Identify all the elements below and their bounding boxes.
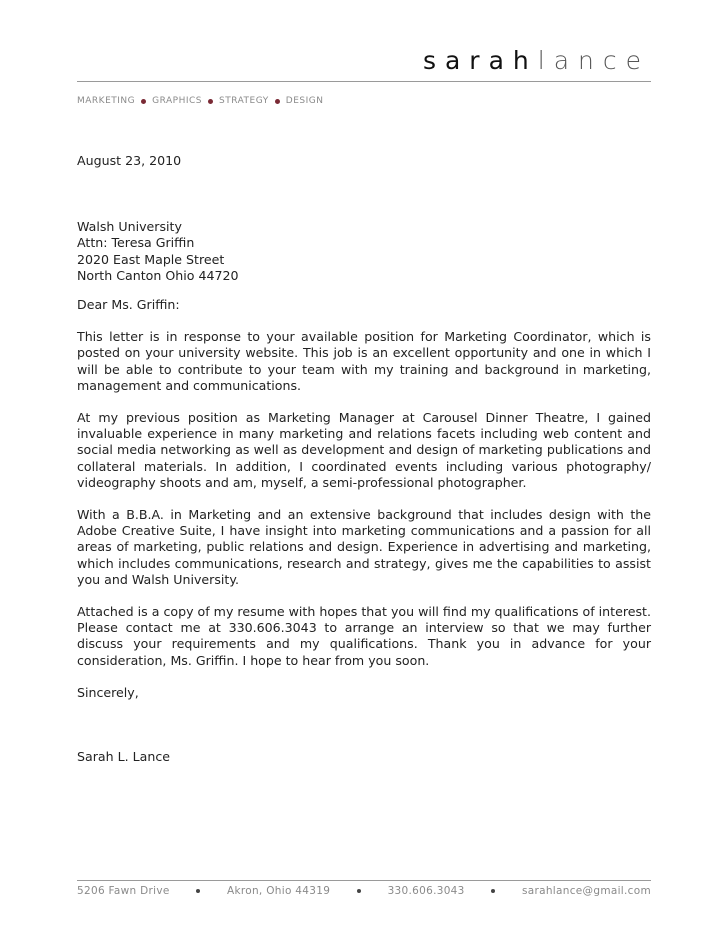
footer-contact (77, 885, 651, 897)
footer-phone: 330.606.3043 (387, 885, 465, 897)
tagline-item: STRATEGY (219, 96, 269, 106)
footer-divider (77, 880, 651, 881)
logo-first-name: sarah (422, 46, 538, 75)
footer-street: 5206 Fawn Drive (77, 885, 170, 897)
letter-paragraph: This letter is in response to your available position for Marketing Coordinator, which is posted on your university website. This job is an excellent opportunity and one in which I will be able to contribute to your team with my training and background in marketing, management and communications. (77, 329, 651, 393)
letter-body (77, 153, 651, 765)
letter-paragraph: At my previous position as Marketing Manager at Carousel Dinner Theatre, I gained invaluable experience in many marketing and relations facets including web content and social media networking as well as development and design of marketing publications and collateral materials. In addition, I coordinated events including various photography/ videography shoots and am, myself, a semi-professional photographer. (77, 410, 651, 490)
tagline (77, 96, 323, 106)
bullet-icon (357, 889, 361, 893)
address-line: North Canton Ohio 44720 (77, 267, 239, 283)
bullet-icon (208, 99, 213, 104)
letter-paragraph: Attached is a copy of my resume with hopes that you will find my qualifications of interest. Please contact me at 330.606.3043 to arrange an interview so that we may further discuss your requirements and my qualifications. Thank you in advance for your consideration, Ms. Griffin. I hope to hear from you soon. (77, 604, 651, 668)
tagline-item: DESIGN (285, 96, 324, 106)
signature-name: Sarah L. Lance (77, 749, 171, 765)
header-divider (77, 81, 651, 82)
bullet-icon (491, 889, 495, 893)
letter-paragraph: With a B.B.A. in Marketing and an extensive background that includes design with the Adobe Creative Suite, I have insight into marketing communications and a passion for all areas of marketing, public relations and design. Experience in advertising and marketing, which includes communications, research and strategy, gives me the capabilities to assist you and Walsh University. (77, 507, 651, 587)
logo-last-name: lance (537, 46, 650, 75)
bullet-icon (141, 99, 146, 104)
footer-city: Akron, Ohio 44319 (227, 885, 331, 897)
footer-email[interactable]: sarahlance@gmail.com (522, 885, 651, 897)
bullet-icon (275, 99, 280, 104)
recipient-address (77, 219, 651, 284)
salutation: Dear Ms. Griffin: (77, 297, 180, 313)
address-line: 2020 East Maple Street (77, 251, 225, 267)
address-line: Walsh University (77, 219, 182, 235)
address-line: Attn: Teresa Griffin (77, 235, 195, 251)
tagline-item: MARKETING (77, 96, 136, 106)
bullet-icon (196, 889, 200, 893)
letter-date: August 23, 2010 (77, 153, 182, 168)
logo (423, 46, 650, 76)
closing: Sincerely, (77, 684, 139, 700)
tagline-item: GRAPHICS (152, 96, 202, 106)
